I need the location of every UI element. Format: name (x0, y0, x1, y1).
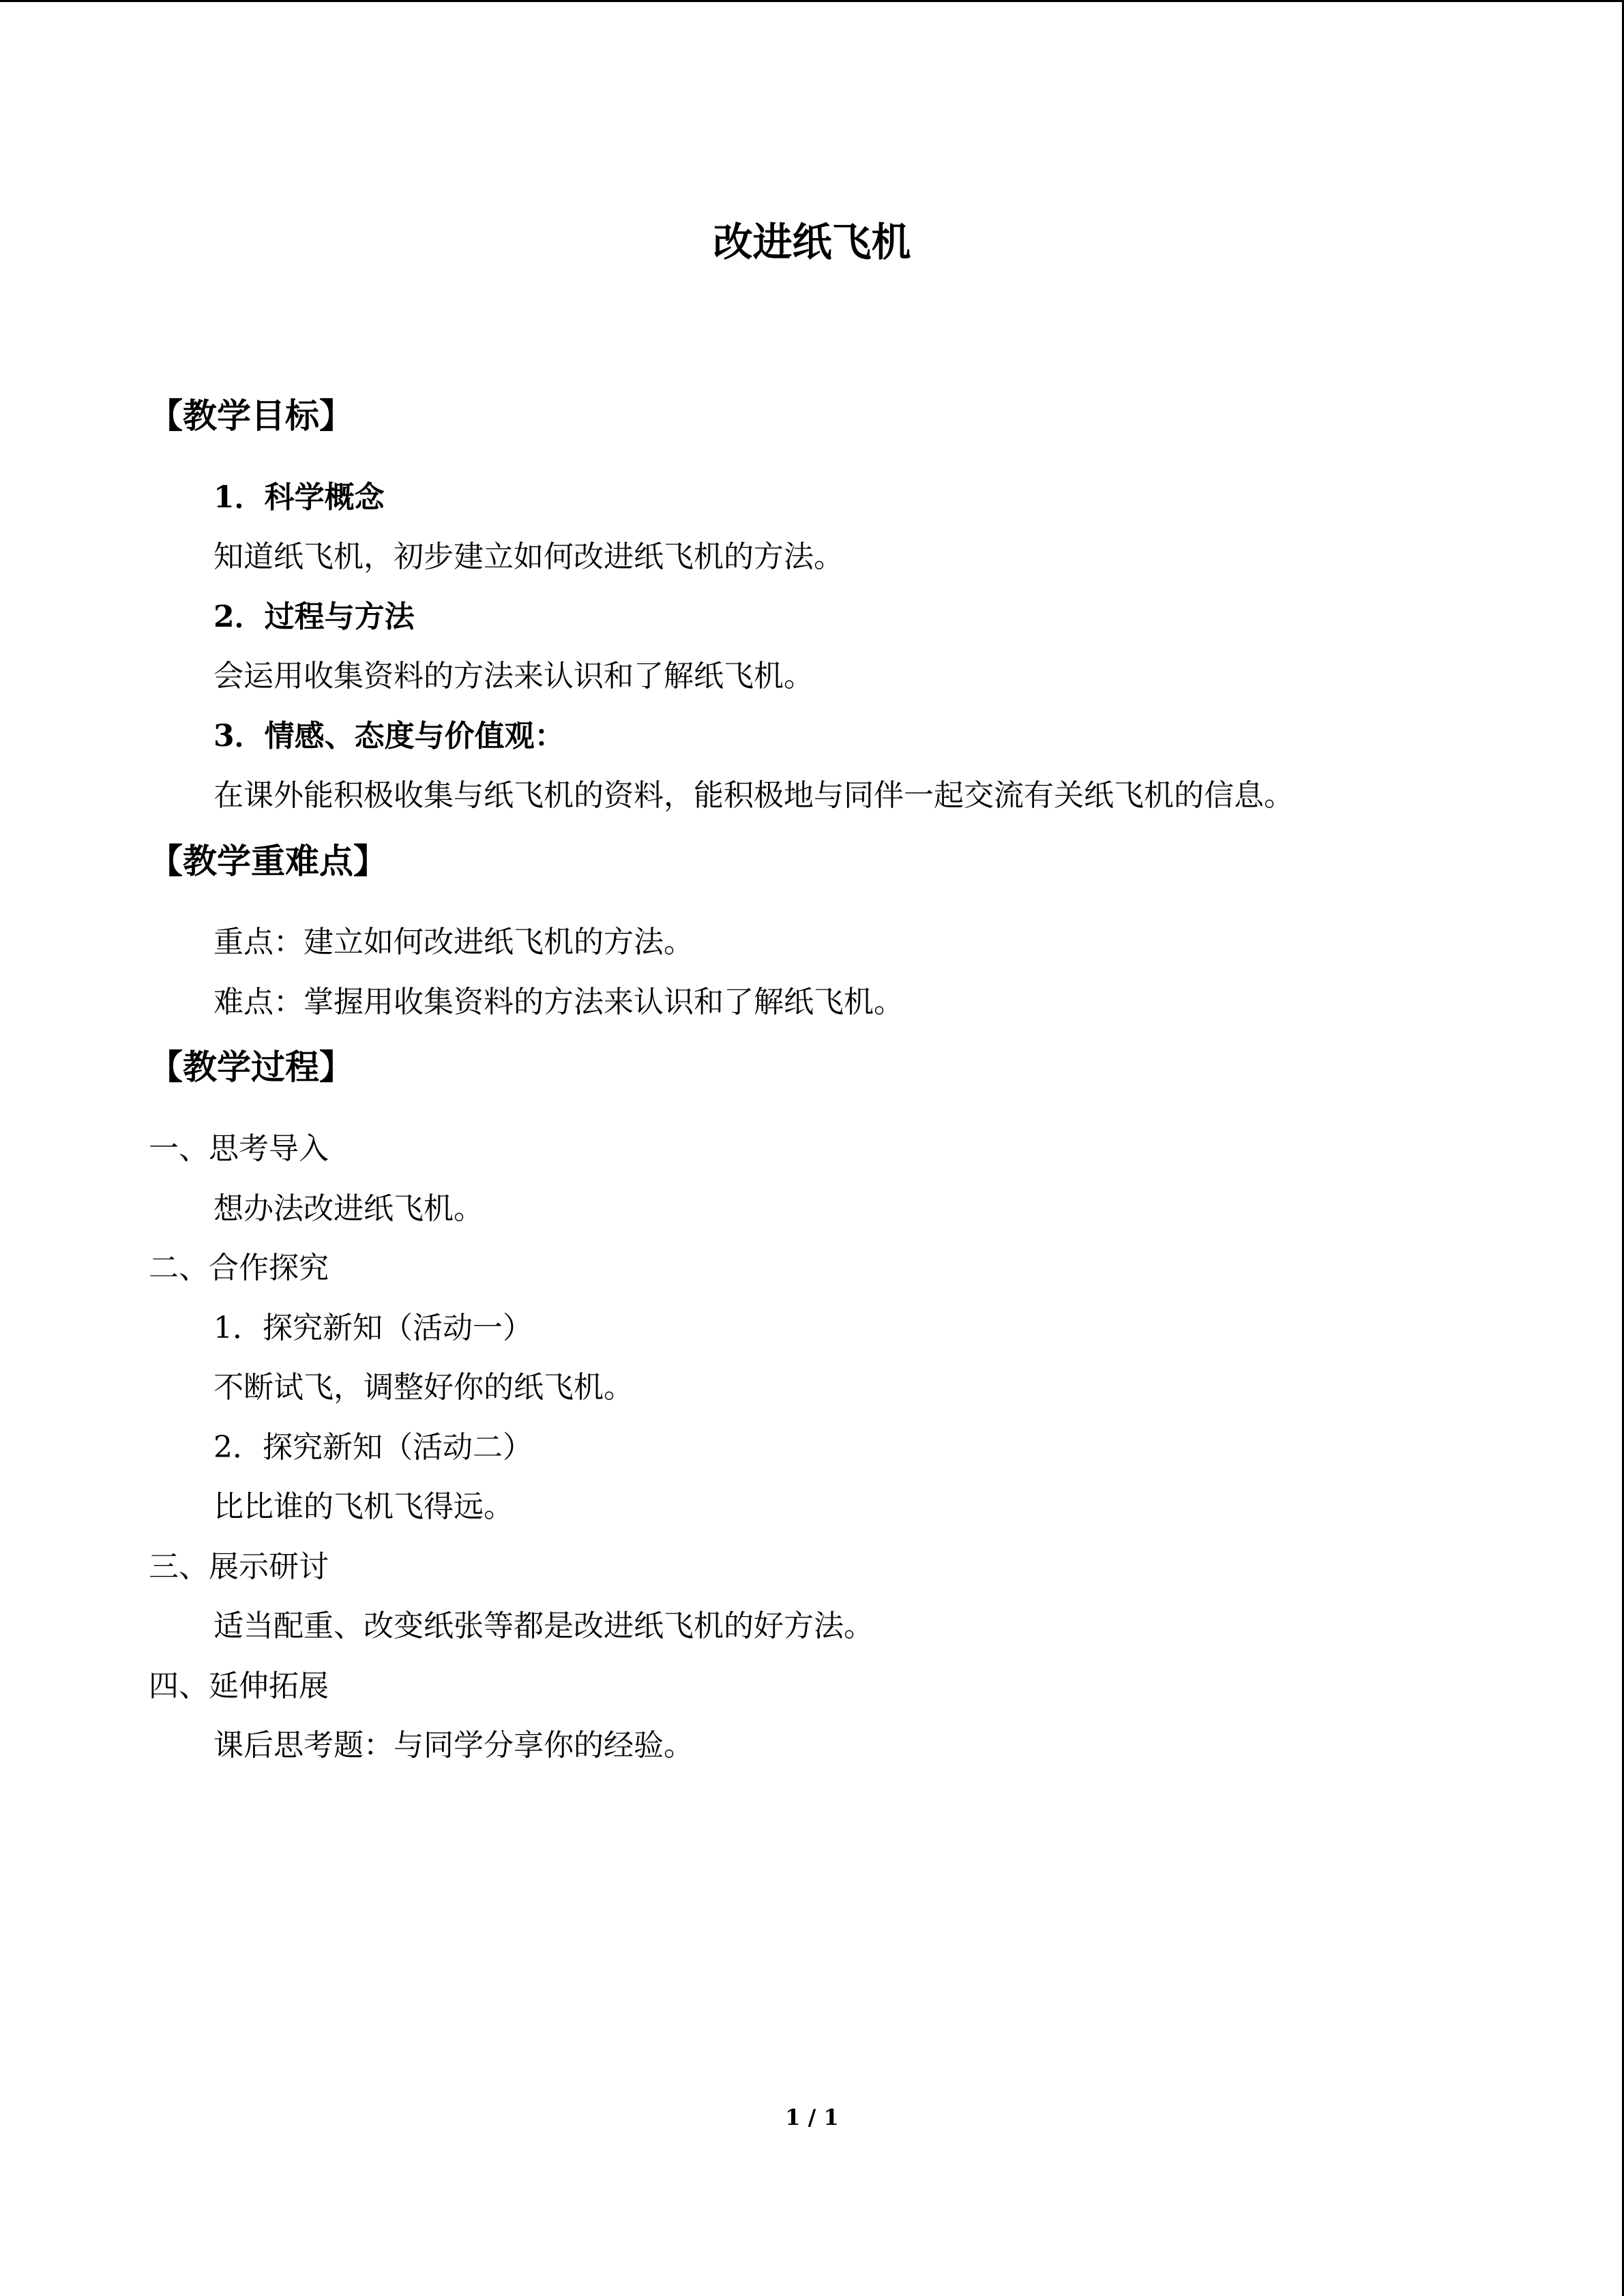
process-step3-text: 适当配重、改变纸张等都是改进纸飞机的好方法。 (213, 1609, 874, 1643)
section-heading-objectives: 【教学目标】 (149, 396, 353, 436)
activity2-text: 比比谁的飞机飞得远。 (213, 1489, 514, 1524)
process-step1-text: 想办法改进纸飞机。 (213, 1191, 484, 1226)
section-heading-key-points: 【教学重难点】 (149, 841, 387, 881)
objective-item1-title: 1．科学概念 (213, 480, 385, 515)
objective-item1-text: 知道纸飞机，初步建立如何改进纸飞机的方法。 (213, 539, 844, 574)
process-step1-title: 一、思考导入 (149, 1131, 329, 1166)
objective-item2-text: 会运用收集资料的方法来认识和了解纸飞机。 (213, 659, 814, 694)
process-step4-text: 课后思考题：与同学分享你的经验。 (213, 1728, 694, 1763)
activity1-text: 不断试飞，调整好你的纸飞机。 (213, 1370, 634, 1405)
objective-item3-title: 3．情感、态度与价值观： (213, 719, 565, 754)
section-heading-process: 【教学过程】 (149, 1047, 353, 1087)
activity1-title: 1．探究新知（活动一） (213, 1311, 533, 1345)
process-step3-title: 三、展示研讨 (149, 1549, 329, 1584)
process-step4-title: 四、延伸拓展 (149, 1669, 329, 1703)
difficulty-text: 难点：掌握用收集资料的方法来认识和了解纸飞机。 (213, 985, 904, 1019)
activity2-title: 2．探究新知（活动二） (213, 1430, 533, 1465)
document-title: 改进纸飞机 (713, 219, 911, 265)
process-step2-title: 二、合作探究 (149, 1251, 329, 1285)
key-point-text: 重点：建立如何改进纸飞机的方法。 (213, 925, 694, 959)
page-number: 1 / 1 (785, 2104, 839, 2130)
objective-item3-text: 在课外能积极收集与纸飞机的资料，能积极地与同伴一起交流有关纸飞机的信息。 (213, 778, 1294, 813)
objective-item2-title: 2．过程与方法 (213, 599, 415, 634)
